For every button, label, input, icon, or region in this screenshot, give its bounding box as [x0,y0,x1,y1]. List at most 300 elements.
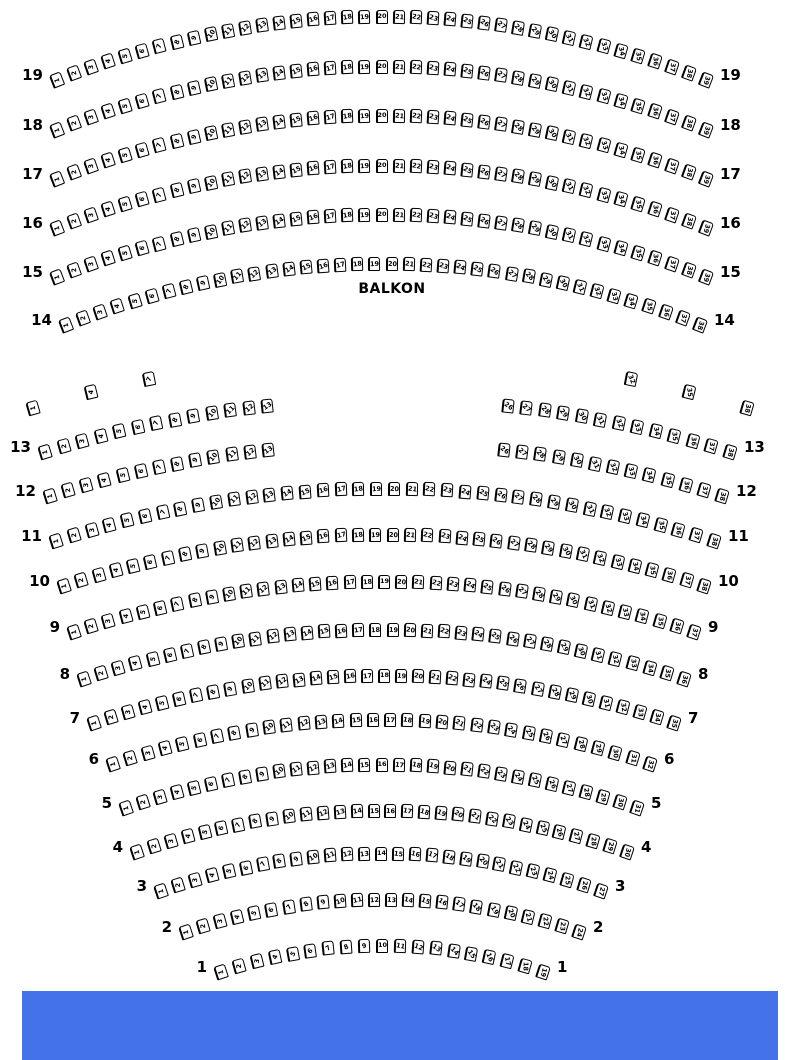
seat[interactable] [333,894,346,909]
seat[interactable] [376,758,388,772]
seat[interactable] [213,272,227,288]
seat[interactable] [421,528,434,543]
seat[interactable] [127,293,143,310]
seat[interactable] [238,859,253,875]
seat[interactable] [549,589,563,605]
seat[interactable] [635,608,650,625]
seat[interactable] [358,159,370,173]
seat[interactable] [103,709,119,726]
seat[interactable] [324,11,337,26]
seat[interactable] [412,669,425,683]
seat[interactable] [436,714,449,729]
seat[interactable] [66,213,82,230]
seat[interactable] [401,804,413,818]
seat[interactable] [581,691,596,707]
seat[interactable] [595,788,610,805]
seat[interactable] [203,125,218,141]
seat[interactable] [231,958,246,975]
seat[interactable] [402,257,414,271]
seat[interactable] [573,735,588,751]
seat[interactable] [562,128,577,144]
seat[interactable] [375,847,387,861]
seat[interactable] [221,171,235,187]
seat[interactable] [249,953,264,970]
seat[interactable] [658,303,674,320]
seat[interactable] [133,463,148,479]
seat[interactable] [161,283,176,300]
seat[interactable] [387,527,399,541]
seat[interactable] [528,23,542,39]
seat[interactable] [350,804,362,818]
seat[interactable] [409,159,422,173]
seat[interactable] [172,691,187,707]
seat[interactable] [146,838,162,855]
seat[interactable] [135,141,150,158]
seat[interactable] [539,728,554,744]
seat[interactable] [559,872,574,889]
seat[interactable] [100,201,116,218]
seat[interactable] [140,744,155,761]
seat[interactable] [369,622,381,636]
seat[interactable] [221,220,235,236]
seat[interactable] [547,684,561,700]
seat[interactable] [206,449,220,465]
seat[interactable] [630,196,646,213]
seat[interactable] [167,412,181,428]
seat[interactable] [334,482,347,496]
seat[interactable] [316,805,329,820]
seat[interactable] [602,838,618,855]
seat[interactable] [160,550,175,566]
seat[interactable] [571,923,587,940]
seat[interactable] [535,820,550,836]
seat[interactable] [411,939,424,954]
seat[interactable] [378,575,390,589]
seat[interactable] [419,894,432,909]
seat[interactable] [714,487,730,504]
seat[interactable] [676,670,692,687]
seat[interactable] [279,717,293,732]
seat[interactable] [162,646,177,662]
seat[interactable] [455,625,468,640]
seat[interactable] [300,625,313,640]
seat[interactable] [509,859,524,875]
seat[interactable] [213,963,229,980]
seat[interactable] [352,528,364,542]
seat[interactable] [351,257,363,271]
seat[interactable] [322,941,335,956]
seat[interactable] [358,939,371,953]
seat[interactable] [562,79,577,95]
seat[interactable] [376,10,388,24]
seat[interactable] [401,713,413,727]
seat[interactable] [100,53,116,70]
seat[interactable] [299,260,312,275]
seat[interactable] [535,963,551,980]
seat[interactable] [358,758,370,772]
seat[interactable] [272,15,286,30]
seat[interactable] [238,70,252,86]
seat[interactable] [334,257,347,272]
seat[interactable] [596,88,611,105]
seat[interactable] [582,501,596,517]
seat[interactable] [593,882,609,899]
seat[interactable] [685,433,700,450]
seat[interactable] [528,171,542,187]
seat[interactable] [358,847,370,861]
seat[interactable] [289,112,302,127]
seat[interactable] [222,586,236,602]
seat[interactable] [664,108,680,125]
seat[interactable] [443,62,456,77]
seat[interactable] [562,29,577,45]
seat[interactable] [565,497,579,513]
seat[interactable] [480,674,494,689]
seat[interactable] [221,772,236,788]
seat[interactable] [583,596,598,612]
seat[interactable] [135,92,150,109]
seat[interactable] [590,740,605,757]
seat[interactable] [423,482,436,496]
seat[interactable] [468,809,482,824]
seat[interactable] [544,775,559,791]
seat[interactable] [175,735,190,751]
seat[interactable] [706,532,722,549]
seat[interactable] [492,856,506,872]
seat[interactable] [494,215,508,231]
seat[interactable] [600,504,615,520]
seat[interactable] [83,207,99,224]
seat[interactable] [291,578,304,593]
seat[interactable] [497,676,511,691]
seat[interactable] [681,163,697,180]
seat[interactable] [66,163,82,180]
seat[interactable] [388,481,400,495]
seat[interactable] [292,672,305,687]
seat[interactable] [464,578,477,593]
seat[interactable] [511,218,525,234]
seat[interactable] [453,260,466,275]
seat[interactable] [152,235,167,252]
seat[interactable] [688,527,703,544]
seat[interactable] [376,939,388,953]
seat[interactable] [392,109,404,123]
seat[interactable] [394,939,407,953]
seat[interactable] [126,558,141,574]
seat[interactable] [186,79,201,95]
seat[interactable] [248,814,262,830]
seat[interactable] [545,224,560,240]
seat[interactable] [361,575,373,589]
seat[interactable] [186,29,201,45]
seat[interactable] [647,103,663,120]
seat[interactable] [426,160,439,175]
seat[interactable] [368,256,380,270]
seat[interactable] [309,577,322,592]
seat[interactable] [669,618,685,635]
seat[interactable] [169,231,184,247]
seat[interactable] [630,419,645,435]
seat[interactable] [130,419,145,435]
seat[interactable] [376,60,388,74]
seat[interactable] [49,121,65,138]
seat[interactable] [554,918,569,935]
seat[interactable] [214,820,229,836]
seat[interactable] [66,623,82,640]
seat[interactable] [576,546,590,562]
seat[interactable] [255,766,269,782]
seat[interactable] [170,877,186,894]
seat[interactable] [238,218,252,234]
seat[interactable] [647,250,663,267]
seat[interactable] [500,953,515,970]
seat[interactable] [170,456,184,472]
seat[interactable] [74,433,89,450]
seat[interactable] [163,833,178,850]
seat[interactable] [675,309,691,326]
seat[interactable] [664,207,680,224]
seat[interactable] [333,804,346,819]
seat[interactable] [681,262,697,279]
seat[interactable] [704,438,719,455]
seat[interactable] [188,452,202,468]
seat[interactable] [600,599,615,615]
seat[interactable] [526,863,541,879]
seat[interactable] [285,946,299,962]
seat[interactable] [257,581,271,596]
seat[interactable] [395,575,407,589]
seat[interactable] [698,219,714,236]
seat[interactable] [83,384,98,400]
seat[interactable] [155,695,170,711]
seat[interactable] [667,428,682,445]
seat[interactable] [507,535,521,550]
seat[interactable] [221,73,235,89]
seat[interactable] [83,256,99,273]
seat[interactable] [635,512,650,528]
seat[interactable] [299,807,312,822]
seat[interactable] [426,209,439,224]
seat[interactable] [666,714,682,731]
seat[interactable] [606,459,621,475]
seat[interactable] [108,562,123,579]
seat[interactable] [392,208,404,222]
seat[interactable] [460,162,473,177]
seat[interactable] [506,631,520,647]
seat[interactable] [698,71,714,88]
seat[interactable] [596,235,611,252]
seat[interactable] [169,784,184,801]
seat[interactable] [169,182,184,198]
seat[interactable] [477,114,491,129]
seat[interactable] [367,712,379,726]
seat[interactable] [153,599,168,615]
seat[interactable] [152,186,167,203]
seat[interactable] [392,159,404,173]
seat[interactable] [84,521,99,538]
seat[interactable] [412,575,425,589]
seat[interactable] [324,61,337,76]
seat[interactable] [255,215,269,231]
seat[interactable] [610,553,625,569]
seat[interactable] [528,122,542,138]
seat[interactable] [481,579,494,594]
seat[interactable] [470,261,484,276]
seat[interactable] [453,716,466,731]
seat[interactable] [169,83,184,99]
seat[interactable] [722,443,738,460]
seat[interactable] [145,650,160,667]
seat[interactable] [653,517,668,534]
seat[interactable] [564,687,579,703]
seat[interactable] [460,762,473,777]
seat[interactable] [324,160,337,175]
seat[interactable] [129,843,145,860]
seat[interactable] [272,764,286,779]
seat[interactable] [647,201,663,218]
seat[interactable] [118,97,134,114]
seat[interactable] [316,483,329,498]
seat[interactable] [367,803,379,817]
seat[interactable] [613,191,628,208]
seat[interactable] [518,817,532,833]
seat[interactable] [123,750,139,767]
seat[interactable] [613,141,628,158]
seat[interactable] [664,256,680,273]
seat[interactable] [460,211,473,226]
seat[interactable] [662,567,677,584]
seat[interactable] [170,596,185,612]
seat[interactable] [112,423,127,439]
seat[interactable] [615,699,630,716]
seat[interactable] [186,128,201,144]
seat[interactable] [629,799,645,816]
seat[interactable] [255,856,269,872]
seat[interactable] [504,722,518,738]
seat[interactable] [92,303,108,320]
seat[interactable] [566,592,580,608]
seat[interactable] [341,159,354,173]
seat[interactable] [318,624,331,639]
seat[interactable] [79,477,94,494]
seat[interactable] [135,42,150,59]
seat[interactable] [598,695,613,711]
seat[interactable] [552,824,567,840]
seat[interactable] [351,893,364,907]
seat[interactable] [100,152,116,169]
seat[interactable] [436,895,449,910]
seat[interactable] [532,586,546,602]
seat[interactable] [110,298,126,315]
seat[interactable] [477,164,491,179]
seat[interactable] [225,447,239,463]
seat[interactable] [83,108,99,125]
seat[interactable] [561,779,576,795]
seat[interactable] [169,132,184,148]
seat[interactable] [209,494,223,510]
seat[interactable] [541,540,555,556]
seat[interactable] [494,766,508,782]
seat[interactable] [314,714,327,729]
seat[interactable] [83,58,99,75]
seat[interactable] [613,92,628,109]
seat[interactable] [464,946,478,962]
seat[interactable] [282,531,295,546]
seat[interactable] [644,562,659,579]
seat[interactable] [178,923,194,940]
seat[interactable] [392,758,404,772]
seat[interactable] [230,909,245,925]
seat[interactable] [443,161,456,176]
seat[interactable] [152,38,167,55]
seat[interactable] [247,905,262,921]
seat[interactable] [272,164,286,179]
seat[interactable] [42,487,58,504]
seat[interactable] [238,119,252,135]
seat[interactable] [384,712,396,726]
seat[interactable] [289,162,302,177]
seat[interactable] [494,487,507,502]
seat[interactable] [557,639,571,655]
seat[interactable] [487,719,501,734]
seat[interactable] [138,699,153,716]
seat[interactable] [307,62,320,77]
seat[interactable] [49,170,65,187]
seat[interactable] [221,122,235,138]
seat[interactable] [213,913,228,930]
seat[interactable] [421,623,434,638]
seat[interactable] [642,467,657,483]
seat[interactable] [358,208,370,222]
seat[interactable] [429,576,442,591]
seat[interactable] [504,266,518,282]
seat[interactable] [556,405,570,421]
seat[interactable] [120,512,135,528]
seat[interactable] [307,12,320,27]
seat[interactable] [477,15,491,30]
seat[interactable] [539,272,553,288]
seat[interactable] [678,477,693,494]
seat[interactable] [341,758,354,773]
seat[interactable] [442,849,455,864]
seat[interactable] [317,529,330,544]
seat[interactable] [426,61,439,76]
seat[interactable] [376,208,388,222]
seat[interactable] [569,828,584,845]
seat[interactable] [426,110,439,125]
seat[interactable] [203,224,218,240]
seat[interactable] [524,537,538,553]
seat[interactable] [230,268,244,284]
seat[interactable] [538,403,552,419]
seat[interactable] [418,804,431,819]
seat[interactable] [238,169,252,185]
seat[interactable] [579,83,594,99]
seat[interactable] [533,447,547,463]
seat[interactable] [545,125,560,141]
seat[interactable] [698,170,714,187]
seat[interactable] [458,484,471,499]
seat[interactable] [593,412,607,428]
seat[interactable] [681,64,697,81]
seat[interactable] [180,828,195,845]
seat[interactable] [173,501,187,517]
seat[interactable] [289,63,302,78]
seat[interactable] [562,227,577,243]
seat[interactable] [405,482,417,496]
seat[interactable] [149,415,164,431]
seat[interactable] [100,250,116,267]
